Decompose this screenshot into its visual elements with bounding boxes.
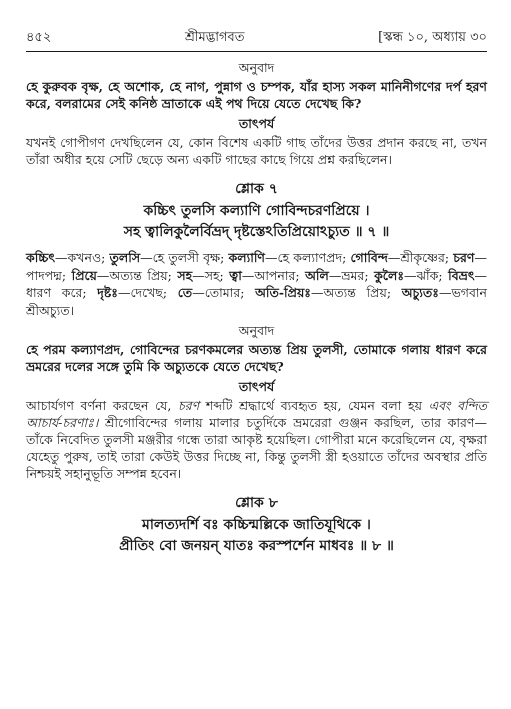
synonym-word: কল্যাণি <box>228 250 265 265</box>
synonym-meaning: —অত্যন্ত প্রিয়; <box>310 285 402 300</box>
book-title: শ্রীমদ্ভাগবত <box>184 30 245 45</box>
synonym-word: তুলসি <box>109 250 141 265</box>
tatparya-heading: তাৎপর্য <box>238 116 275 131</box>
sloka-8-line-2: প্রীতিং বো জনয়ন্ যাতঃ করস্পর্শেন মাধবঃ ॥ ৮ ॥ <box>119 538 394 554</box>
sloka-7-tatparya-heading: তাৎপর্য <box>238 379 275 394</box>
tatparya-text: যখনই গোপীগণ দেখছিলেন যে, কোন বিশেষ একটি গাছ তাঁদের উত্তর প্রদান করছে না, তখন তাঁরা অধীর হয়ে সেটি ছেড়ে অন্য একটি গাছের কাছে গিয়ে প্রশ্ন করছিলেন। <box>26 135 487 167</box>
page-header <box>26 30 487 46</box>
anubad-heading: অনুবাদ <box>238 60 275 75</box>
synonym-word: কুলৈঃ <box>374 267 405 283</box>
page-number: ৪৫২ <box>26 30 52 45</box>
tatparya-segment: শ্রীগোবিন্দের গলায় মালার চতুর্দিকে ভ্রমরেরা গুঞ্জন করছিল, তার কারণ—তাঁকে নিবেদিত তুলসী মঞ্জরীর গন্ধে তারা আকৃষ্ট হয়েছিল। গোপীরা মনে করেছিলেন যে, বৃক্ষরা যেহেতু পুরুষ, তাই তারা কেউই উত্তর দিচ্ছে না, কিন্তু তুলসী স্ত্রী হওয়াতে তাঁদের অবস্থার প্রতি নিশ্চয়ই সহানুভূতি সম্পন্ন হবেন। <box>26 415 487 481</box>
anubad-text: হে কুরুবক বৃক্ষ, হে অশোক, হে নাগ, পুন্নাগ ও চম্পক, যাঁর হাস্য সকল মানিনীগণের দর্প হরণ করে, বলরামের সেই কনিষ্ঠ ভ্রাতাকে এই পথ দিয়ে যেতে দেখেছ কি? <box>26 79 487 111</box>
synonym-word: প্রিয়ে <box>71 267 97 283</box>
synonym-word: গোবিন্দ <box>350 250 388 265</box>
synonym-word: অতি-প্রিয়ঃ <box>255 285 311 300</box>
synonym-word: চরণ <box>453 250 475 265</box>
synonym-meaning: —ধারণ করে; <box>26 267 488 300</box>
sloka-7-anubad-text: হে পরম কল্যাণপ্রদ, গোবিন্দের চরণকমলের অত্যন্ত প্রিয় তুলসী, তোমাকে গলায় ধারণ করে ভ্রমরের দলের সঙ্গে তুমি কি অচ্যুতকে যেতে দেখেছ? <box>26 342 487 374</box>
section-label: [স্কন্ধ ১০, অধ্যায় ৩০ <box>378 30 487 45</box>
synonym-meaning: —ভগবান শ্রীঅচ্যুত। <box>26 285 487 318</box>
synonym-meaning: —শ্রীকৃষ্ণের; <box>387 250 454 265</box>
synonym-meaning: —হে কল্যাণপ্রদ; <box>265 250 351 265</box>
synonym-meaning: —অত্যন্ত প্রিয়; <box>96 267 178 283</box>
synonym-word: সহ <box>177 267 193 283</box>
sloka-7-anubad-heading: অনুবাদ <box>238 323 275 338</box>
synonym-meaning: —হে তুলসী বৃক্ষ; <box>140 250 229 265</box>
synonym-meaning: —তোমার; <box>192 285 256 300</box>
synonym-meaning: —কখনও; <box>55 250 110 265</box>
sloka-8-heading: শ্লোক ৮ <box>235 495 278 511</box>
synonym-word: বিভ্রৎ <box>448 267 475 283</box>
synonym-meaning: —আপনার; <box>241 267 306 283</box>
sloka-7-line-2: সহ ত্বালিকুলৈর্বিভ্রদ্ দৃষ্টস্তেঽতিপ্রিয়োঽচ্যুত ॥ ৭ ॥ <box>123 224 390 240</box>
sloka-7-line-1: কচ্চিৎ তুলসি কল্যাণি গোবিন্দচরণপ্রিয়ে । <box>143 203 370 219</box>
sloka-8-line-1: মালত্যদর্শি বঃ কচ্চিন্মল্লিকে জাতিযূথিকে । <box>142 517 371 533</box>
synonym-word: দৃষ্টঃ <box>97 285 118 300</box>
synonym-word: তে <box>177 285 193 300</box>
tatparya-segment: আচার্যগণ বর্ণনা করছেন যে, <box>26 398 179 413</box>
sloka-7-synonyms <box>26 249 487 319</box>
synonym-meaning: —সহ; <box>192 267 230 283</box>
tatparya-italic-quote: এবং বন্দিত আচার্য-চরণাঃ। <box>26 398 488 430</box>
synonym-meaning: —দেখেছ; <box>117 285 178 300</box>
sloka-7-heading: শ্লোক ৭ <box>235 181 278 197</box>
tatparya-italic-term: চরণ <box>178 398 200 413</box>
synonym-word: অচ্যুতঃ <box>401 285 439 300</box>
synonym-meaning: —ঝাঁক; <box>404 267 449 283</box>
header-rule <box>26 51 487 52</box>
synonym-meaning: —ভ্রমর; <box>328 267 375 283</box>
synonym-meaning: —পাদপদ্ম; <box>26 250 487 283</box>
synonym-word: অলি <box>305 267 329 283</box>
synonym-word: ত্বা <box>229 267 242 283</box>
sloka-7-tatparya-text <box>26 397 487 482</box>
tatparya-segment: শব্দটি শ্রদ্ধার্থে ব্যবহৃত হয়, যেমন বলা হয় <box>199 398 429 413</box>
synonym-word: কচ্চিৎ <box>26 250 56 265</box>
